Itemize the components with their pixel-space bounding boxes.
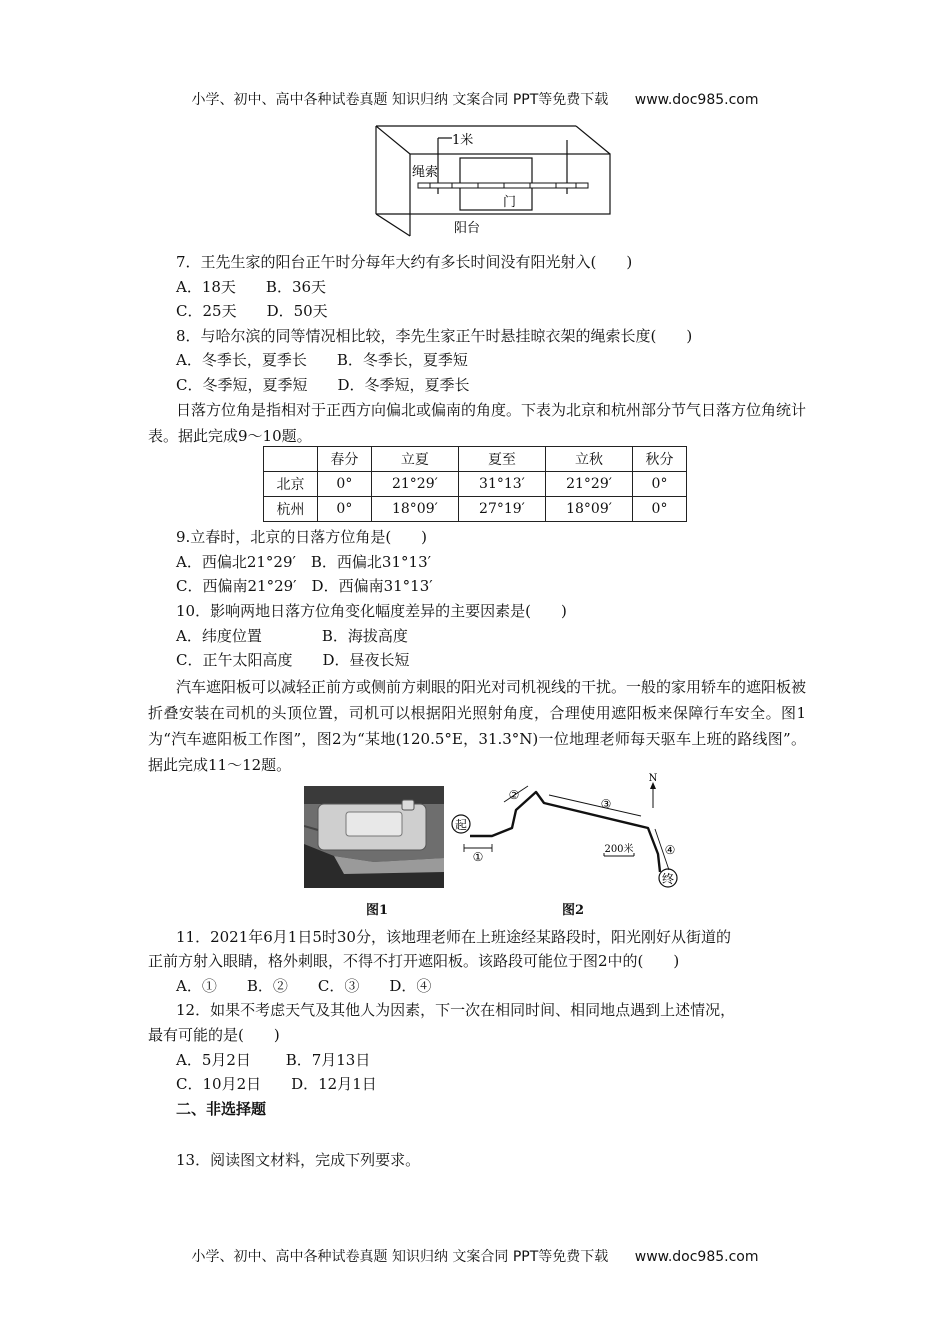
table-header-cell: 立夏 <box>371 447 458 472</box>
visor-mirror <box>346 812 402 836</box>
table-cell: 杭州 <box>264 497 318 522</box>
q8-options-2: C．冬季短，夏季短 D．冬季短，夏季长 <box>176 376 470 394</box>
q11-options: A．① B．② C．③ D．④ <box>176 977 432 995</box>
q12-stem-line2: 最有可能的是( ) <box>148 1026 280 1044</box>
table-header-cell: 立秋 <box>545 447 632 472</box>
q8-stem: 8．与哈尔滨的同等情况相比较，李先生家正午时悬挂晾衣架的绳索长度( ) <box>176 327 693 345</box>
footer-text: 小学、初中、高中各种试卷真题 知识归纳 文案合同 PPT等免费下载 <box>191 1249 609 1265</box>
label-rope: 绳索 <box>412 165 439 180</box>
segment-1-label: ① <box>472 850 484 864</box>
q12-options-1: A．5月2日 B．7月13日 <box>176 1051 371 1069</box>
label-door: 门 <box>503 195 517 210</box>
page-header <box>0 89 950 109</box>
table-row <box>264 472 687 497</box>
section-2-title: 二、非选择题 <box>176 1100 267 1118</box>
label-1m: 1米 <box>452 133 474 148</box>
drying-rack <box>418 183 588 188</box>
sunset-intro: 日落方位角是指相对于正西方向偏北或偏南的角度。下表为北京和杭州部分节气日落方位角统计表。据此完成9～10题。 <box>148 401 807 445</box>
segment-2-label: ② <box>508 788 520 802</box>
table-cell: 18°09′ <box>545 497 632 522</box>
end-marker <box>659 869 677 887</box>
q12-options-2: C．10月2日 D．12月1日 <box>176 1075 377 1093</box>
table-cell: 北京 <box>264 472 318 497</box>
route-map <box>448 772 688 892</box>
table-header-cell: 秋分 <box>633 447 687 472</box>
route-line <box>470 792 660 872</box>
q10-options-2: C．正午太阳高度 D．昼夜长短 <box>176 651 410 669</box>
q13-stem: 13．阅读图文材料，完成下列要求。 <box>176 1151 421 1169</box>
sunset-azimuth-table <box>263 446 687 522</box>
north-label: N <box>648 773 658 784</box>
scale-bar <box>604 842 634 856</box>
segment-4-label: ④ <box>664 843 676 857</box>
start-marker <box>452 815 470 833</box>
label-balcony: 阳台 <box>454 221 481 236</box>
page-footer <box>0 1246 950 1266</box>
q11-stem-line2: 正前方射入眼睛，格外刺眼，不得不打开遮阳板。该路段可能位于图2中的( ) <box>148 952 680 970</box>
segment-3-label: ③ <box>600 797 612 811</box>
table-cell: 0° <box>317 472 371 497</box>
start-label: 起 <box>454 818 468 832</box>
table-header-cell: 夏至 <box>458 447 545 472</box>
q11-stem-line1: 11．2021年6月1日5时30分，该地理老师在上班途经某路段时，阳光刚好从街道的 <box>176 928 731 946</box>
q7-options-2: C．25天 D．50天 <box>176 302 328 320</box>
table-cell: 0° <box>317 497 371 522</box>
header-url[interactable]: www.doc985.com <box>634 92 759 108</box>
table-cell: 21°29′ <box>545 472 632 497</box>
north-arrow <box>649 773 658 808</box>
table-header-row <box>264 447 687 472</box>
fig1-caption: 图1 <box>366 903 389 918</box>
table-header-cell <box>264 447 318 472</box>
table-cell: 31°13′ <box>458 472 545 497</box>
q7-options-1: A．18天 B．36天 <box>176 278 327 296</box>
table-cell: 0° <box>633 472 687 497</box>
q9-options-1: A．西偏北21°29′ B．西偏北31°13′ <box>176 553 432 571</box>
q8-options-1: A．冬季长，夏季长 B．冬季长，夏季短 <box>176 351 468 369</box>
table-header-cell: 春分 <box>317 447 371 472</box>
visor-intro: 汽车遮阳板可以减轻正前方或侧前方刺眼的阳光对司机视线的干扰。一般的家用轿车的遮阳板被折叠安装在司机的头顶位置，司机可以根据阳光照射角度，合理使用遮阳板来保障行车安全。图1为“汽车遮阳板工作图”，图2为“某地(120.5°E，31.3°N)一位地理老师每天驱车上班的路线图”。据此完成11～12题。 <box>148 678 807 774</box>
header-text: 小学、初中、高中各种试卷真题 知识归纳 文案合同 PPT等免费下载 <box>191 92 609 108</box>
fig2-caption: 图2 <box>562 903 585 918</box>
table-cell: 18°09′ <box>371 497 458 522</box>
balcony-figure <box>370 124 615 240</box>
q9-stem: 9.立春时，北京的日落方位角是( ) <box>176 528 428 546</box>
q9-options-2: C．西偏南21°29′ D．西偏南31°13′ <box>176 577 433 595</box>
table-row <box>264 497 687 522</box>
q7-stem: 7．王先生家的阳台正午时分每年大约有多长时间没有阳光射入( ) <box>176 253 633 271</box>
end-label: 终 <box>661 872 675 886</box>
table-cell: 0° <box>633 497 687 522</box>
q10-options-1: A．纬度位置 B．海拔高度 <box>176 627 408 645</box>
q12-stem-line1: 12．如果不考虑天气及其他人为因素，下一次在相同时间、相同地点遇到上述情况， <box>176 1001 736 1019</box>
table-cell: 27°19′ <box>458 497 545 522</box>
table-cell: 21°29′ <box>371 472 458 497</box>
q10-stem: 10．影响两地日落方位角变化幅度差异的主要因素是( ) <box>176 602 567 620</box>
footer-url[interactable]: www.doc985.com <box>634 1249 759 1265</box>
scale-label: 200米 <box>604 844 634 855</box>
sun-visor-photo <box>304 786 444 888</box>
